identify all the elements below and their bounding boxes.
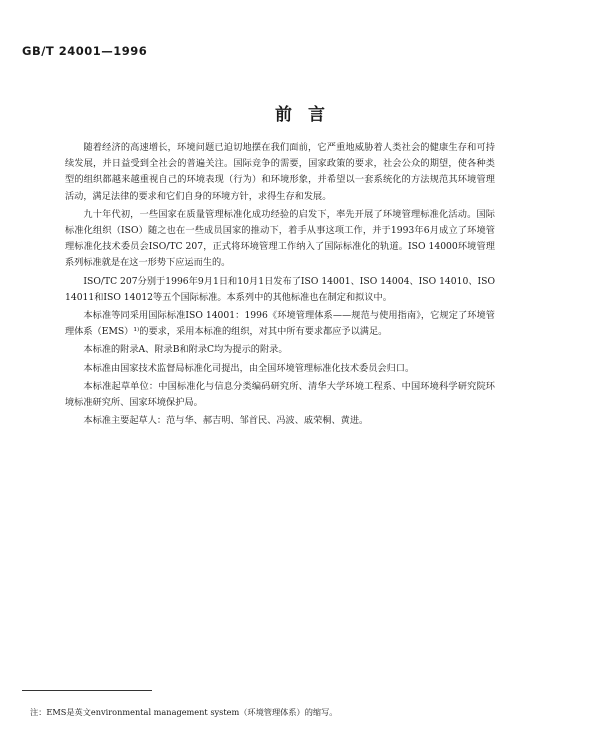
foreword-body <box>65 140 495 429</box>
paragraph-proposer: 本标准由国家技术监督局标准化司提出，由全国环境管理标准化技术委员会归口。 <box>83 362 415 374</box>
paragraph-annexes: 本标准的附录A、附录B和附录C均为提示的附录。 <box>83 344 288 356</box>
paragraph-drafting-units: 本标准起草单位：中国标准化与信息分类编码研究所、清华大学环境工程系、中国环境科学研究院环境标准研究所、国家环境保护局。 <box>65 380 495 409</box>
standard-code: GB/T 24001—1996 <box>22 44 148 58</box>
footnote-divider <box>22 690 152 691</box>
paragraph-drafters: 本标准主要起草人：范与华、郝吉明、邹首民、冯波、戚荣桐、黄进。 <box>83 415 369 427</box>
paragraph-history: 九十年代初，一些国家在质量管理标准化成功经验的启发下，率先开展了环境管理标准化活动。国际标准化组织（ISO）随之也在一些成员国家的推动下，着手从事这项工作，并于1993年6月成立了环境管理标准化技术委员会ISO/TC 207，正式将环境管理工作纳入了国际标准化的轨道。ISO 14000环境管理系列标准就是在这一形势下应运而生的。 <box>65 208 495 269</box>
footnote: 注：EMS是英文environmental management system（环境管理体系）的缩写。 <box>30 707 338 717</box>
paragraph-adoption: 本标准等同采用国际标准ISO 14001：1996《环境管理体系——规范与使用指南》，它规定了环境管理体系（EMS）¹⁾的要求，采用本标准的组织，对其中所有要求都应予以满足。 <box>65 310 495 338</box>
paragraph-iso-release: ISO/TC 207分别于1996年9月1日和10月1日发布了ISO 14001、ISO 14004、ISO 14010、ISO 14011和ISO 14012等五个国际标准。本系列中的其他标准也在制定和拟议中。 <box>65 275 495 303</box>
paragraph-background: 随着经济的高速增长，环境问题已迫切地摆在我们面前，它严重地威胁着人类社会的健康生存和可持续发展，并日益受到全社会的普遍关注。国际竞争的需要，国家政策的要求，社会公众的期望，使各种类型的组织都越来越重视自己的环境表现（行为）和环境形象，并希望以一套系统化的方法规范其环境管理活动，满足法律的要求和它们自身的环境方针，求得生存和发展。 <box>65 142 495 202</box>
page-title: 前言 <box>275 105 341 125</box>
